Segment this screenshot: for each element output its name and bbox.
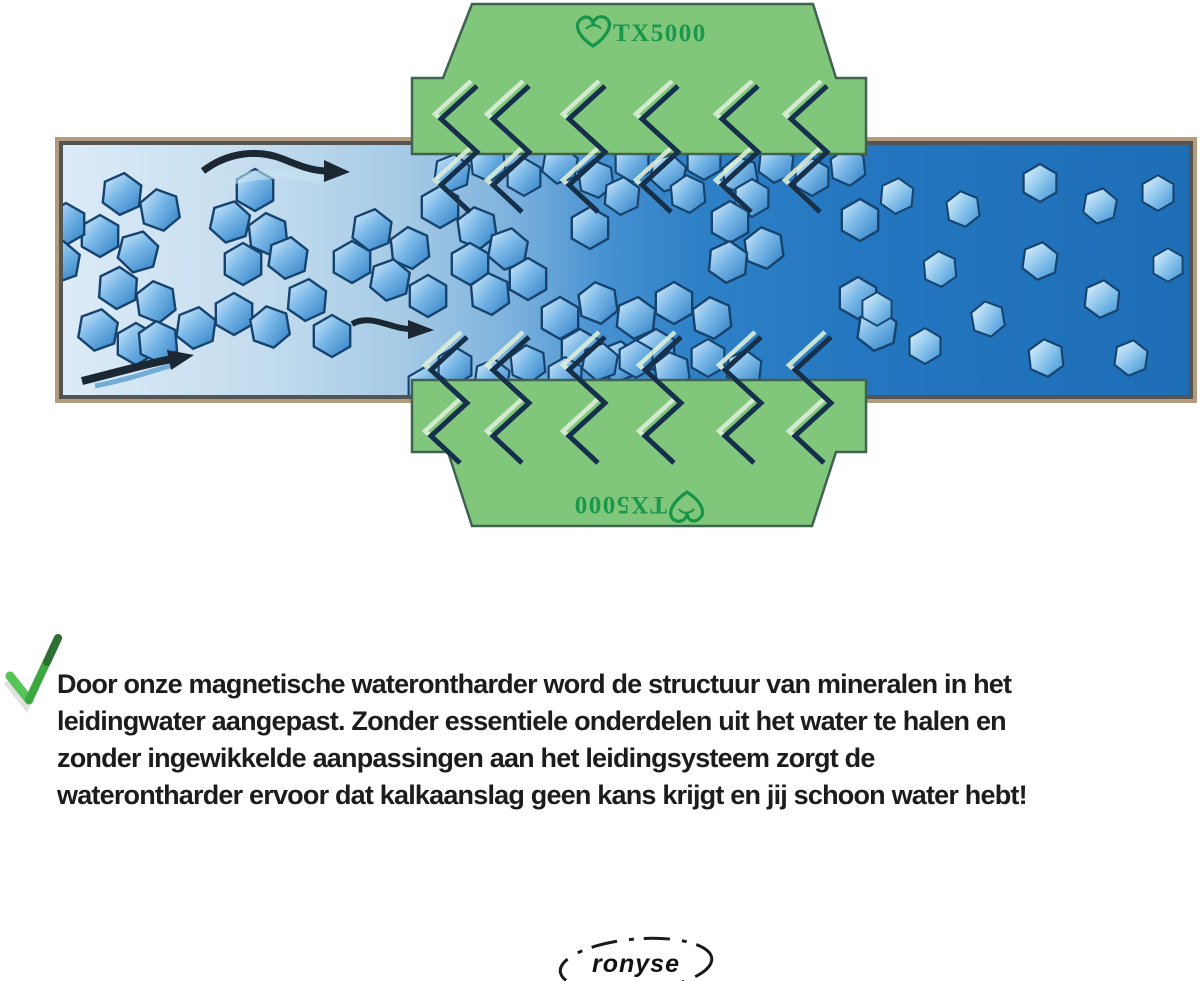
device-model-label: TX5000 [573,491,667,518]
description-line: leidingwater aangepast. Zonder essentiele onderdelen uit het water te halen en [57,706,1006,736]
mineral-particle [910,328,941,364]
mineral-particle [572,207,608,249]
description-line: waterontharder ervoor dat kalkaanslag geen kans krijgt en jij schoon water hebt! [57,780,1027,810]
mineral-particle [1143,175,1174,211]
mineral-particle [314,315,350,357]
mineral-particle [410,275,446,317]
mineral-particle [225,243,261,285]
mineral-particle [334,241,370,283]
device-model-label: TX5000 [613,20,707,47]
mineral-particle [862,292,891,326]
description-line: Door onze magnetische waterontharder word de structuur van mineralen in het [57,669,1012,699]
mineral-particle [82,215,118,257]
brand-name: ronyse [592,950,680,978]
mineral-particle [842,199,878,241]
mineral-particle [422,186,458,228]
check-tip [47,638,58,662]
mineral-particle [692,339,725,377]
mineral-particle [656,282,692,324]
mineral-particle [510,258,546,300]
mineral-particle [1153,248,1182,282]
mineral-particle [48,203,84,245]
description-text [57,666,1027,814]
mineral-particle [1024,164,1057,202]
mineral-particle [216,293,252,335]
description-line: zonder ingewikkelde aanpassingen aan het leidingsysteem zorgt de [57,743,875,773]
brand-logo [543,925,733,981]
